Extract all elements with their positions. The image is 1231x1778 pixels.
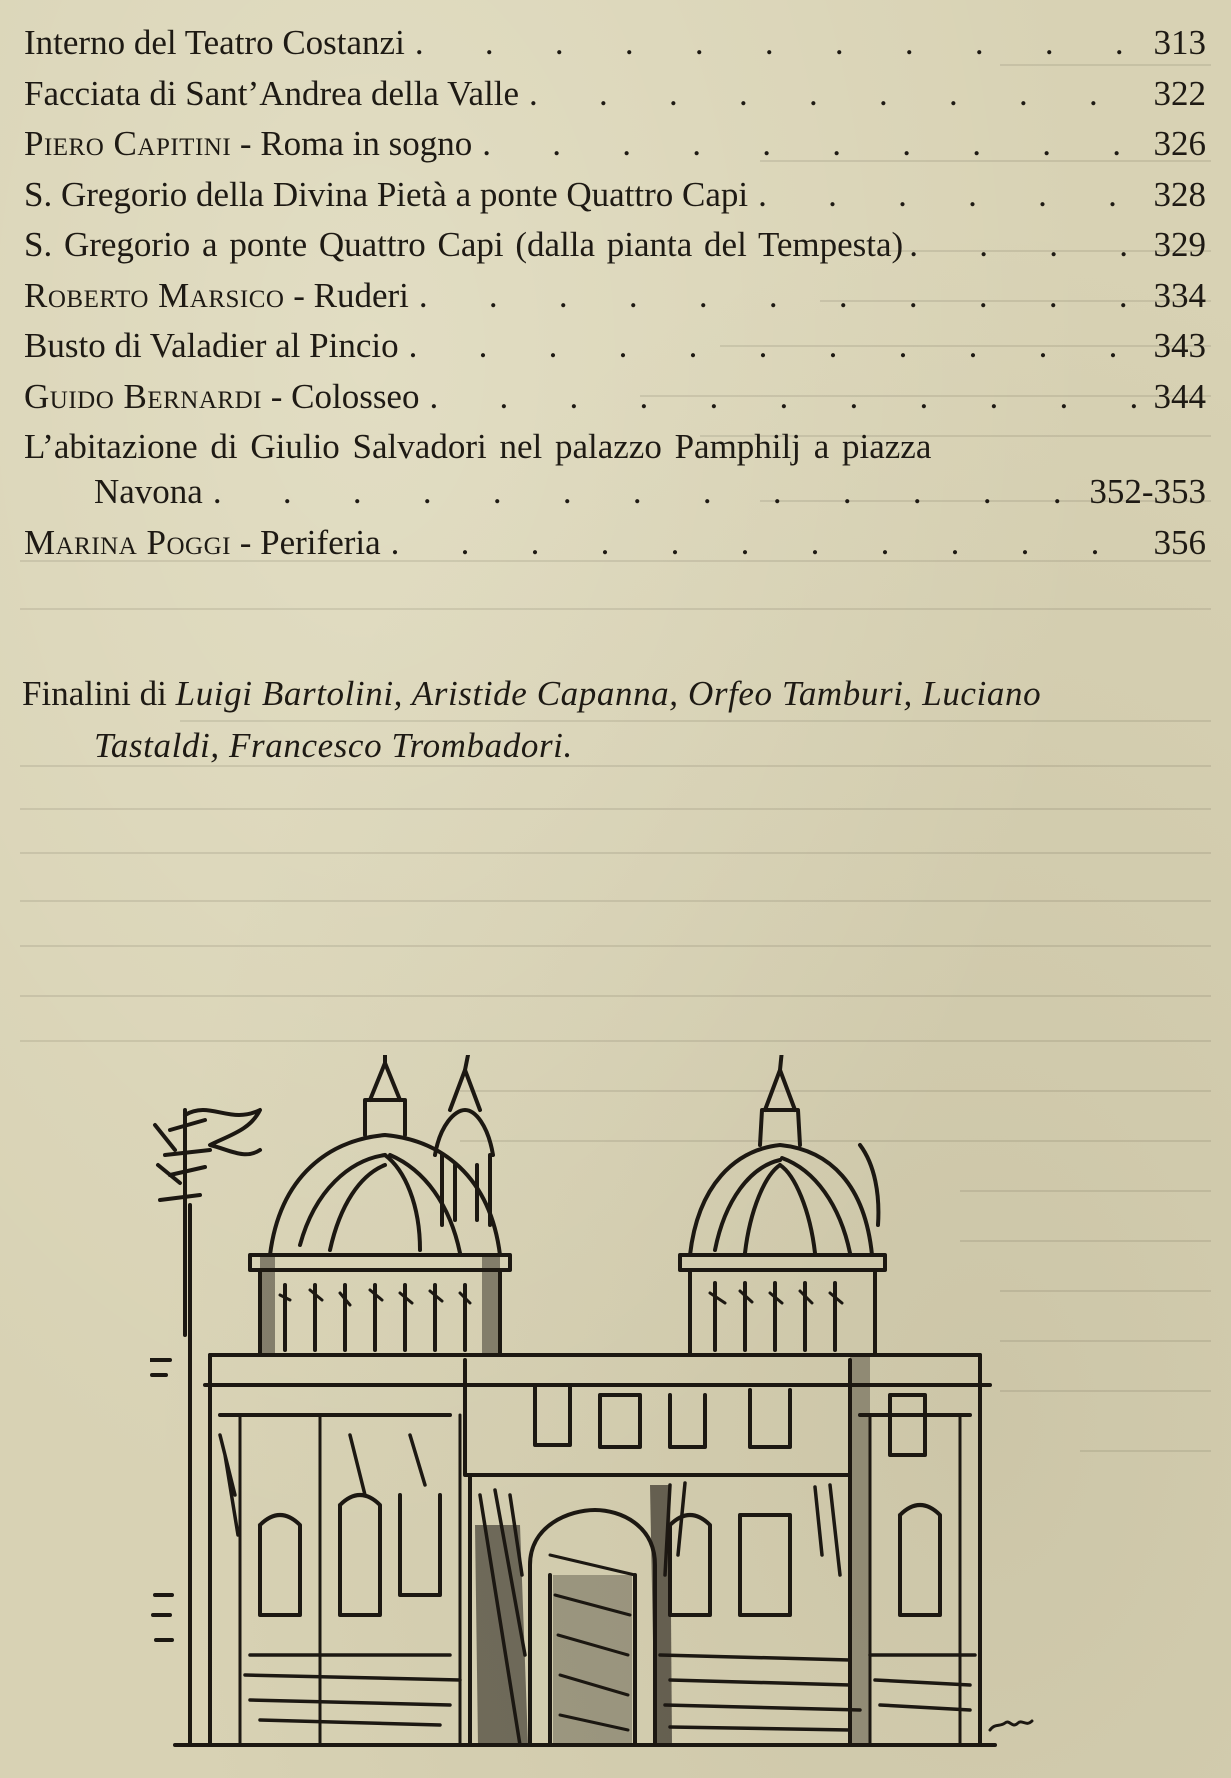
dark-ink-masses [260, 1255, 870, 1745]
toc-entry-continuation [24, 467, 1206, 518]
entry-title-with-author [24, 271, 409, 321]
toc-entry [24, 321, 1206, 372]
entry-title-with-author [24, 518, 381, 568]
flag [155, 1110, 260, 1385]
page-number: 334 [1153, 275, 1206, 315]
entry-title-with-author [24, 372, 419, 422]
author-separator: - [261, 376, 292, 416]
church-ink-sketch [150, 1055, 1120, 1755]
finalini-label: Finalini di [22, 674, 167, 713]
left-dome [250, 1055, 510, 1355]
finalini-credit [22, 668, 1212, 772]
entry-title: S. Gregorio a ponte Quattro Capi (dalla pianta del Tempesta) [24, 225, 904, 264]
page-number: 352-353 [1089, 472, 1206, 511]
entry-author: Piero Capitini [24, 124, 232, 163]
finalini-artists: Luigi Bartolini, Aristide Capanna, Orfeo Tamburi, Luciano [175, 674, 1042, 713]
artist-signature [990, 1721, 1032, 1730]
finalini-line-2 [22, 720, 1212, 772]
author-separator: - [284, 275, 314, 315]
entry-title: Colosseo [291, 376, 420, 416]
dot-leader [419, 271, 1136, 321]
toc-entry [24, 119, 1206, 170]
entry-title: Ruderi [313, 275, 409, 315]
dot-leader [415, 18, 1136, 68]
toc-entry [24, 69, 1206, 120]
right-dome [680, 1055, 885, 1355]
page-number: 313 [1153, 23, 1206, 62]
toc-entry [24, 18, 1206, 69]
dot-leader [758, 170, 1136, 220]
dot-leader [213, 467, 1075, 517]
dot-leader [482, 119, 1136, 169]
entry-title: S. Gregorio della Divina Pietà a ponte Quattro Capi [24, 174, 749, 214]
dot-leader [529, 69, 1136, 119]
toc-entry [24, 220, 1206, 271]
entry-title-continuation: Navona [94, 472, 203, 511]
entry-title-with-author [24, 119, 472, 169]
entry-title: Interno del Teatro Costanzi [24, 23, 405, 62]
finalini-line-1 [22, 668, 1212, 720]
page-number: 326 [1153, 124, 1206, 163]
illustrations-list [24, 18, 1206, 568]
dot-leader [391, 518, 1136, 568]
toc-entry [24, 518, 1206, 569]
page-number: 322 [1153, 73, 1206, 113]
page-number: 356 [1153, 522, 1206, 562]
entry-title: Busto di Valadier al Pincio [24, 326, 399, 365]
toc-entry [24, 422, 1206, 467]
page-number: 329 [1153, 225, 1206, 264]
entry-title: L’abitazione di Giulio Salvadori nel palazzo Pamphilj a piazza [24, 427, 932, 466]
entry-author: Guido Bernardi [24, 376, 262, 416]
page-number: 343 [1153, 326, 1206, 365]
page-number: 328 [1153, 174, 1206, 214]
author-separator: - [231, 522, 261, 562]
toc-entry [24, 271, 1206, 322]
dot-leader [429, 372, 1136, 422]
page-number: 344 [1153, 376, 1206, 416]
author-separator: - [231, 124, 261, 163]
finalini-artists-continued: Tastaldi, Francesco Trombadori. [94, 726, 573, 765]
dot-leader [909, 220, 1144, 270]
entry-title: Facciata di Sant’Andrea della Valle [24, 73, 519, 113]
toc-entry [24, 372, 1206, 423]
entry-author: Marina Poggi [24, 522, 231, 562]
dot-leader [409, 321, 1136, 371]
toc-entry [24, 170, 1206, 221]
entry-title: Periferia [260, 522, 381, 562]
entry-title: Roma in sogno [260, 124, 473, 163]
entry-author: Roberto Marsico [24, 275, 285, 315]
